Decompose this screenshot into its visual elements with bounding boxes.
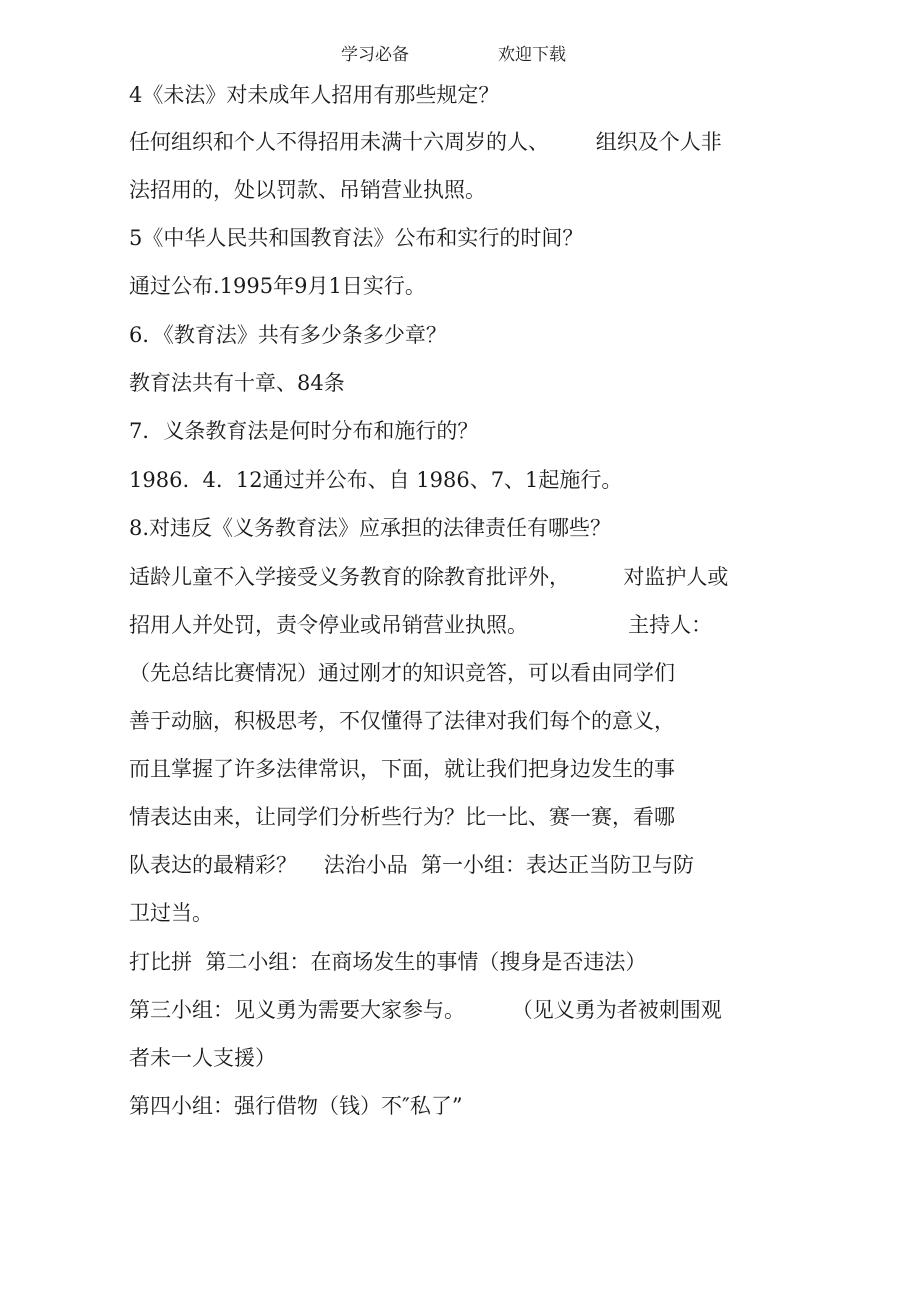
answer-4-line-1: 任何组织和个人不得招用未满十六周岁的人、 组织及个人非 <box>129 130 722 154</box>
answer-4-line-2: 法招用的，处以罚款、吊销营业执照。 <box>129 178 486 202</box>
host-speech-line-2: 善于动脑，积极思考，不仅懂得了法律对我们每个的意义， <box>129 709 675 733</box>
page-header <box>0 40 920 64</box>
host-speech-line-1: （先总结比赛情况）通过刚才的知识竞答，可以看由同学们 <box>129 661 675 685</box>
question-4: 4《未法》对未成年人招用有那些规定？ <box>129 83 500 107</box>
answer-8-line-1: 适龄儿童不入学接受义务教育的除教育批评外， 对监护人或 <box>129 565 729 589</box>
answer-8-line-2: 招用人并处罚，责令停业或吊销营业执照。 主持人： <box>129 613 713 637</box>
question-5: 5《中华人民共和国教育法》公布和实行的时间？ <box>129 226 584 250</box>
answer-5: 通过公布.1995年9月1日实行。 <box>129 274 426 298</box>
host-speech-line-5: 队表达的最精彩？ 法治小品 第一小组：表达正当防卫与防 <box>129 853 695 877</box>
header-left-text: 学习必备 <box>341 45 409 65</box>
host-speech-line-6: 卫过当。 <box>129 901 213 925</box>
group-3-line-1: 第三小组：见义勇为需要大家参与。 （见义勇为者被刺围观 <box>129 998 722 1022</box>
answer-6: 教育法共有十章、84条 <box>129 371 345 395</box>
answer-7: 1986. 4. 12通过并公布、自 1986、7、1起施行。 <box>129 468 623 492</box>
question-6: 6．《教育法》共有多少条多少章？ <box>129 323 447 347</box>
host-speech-line-3: 而且掌握了许多法律常识，下面，就让我们把身边发生的事 <box>129 757 675 781</box>
question-8: 8.对违反《义务教育法》应承担的法律责任有哪些？ <box>129 516 612 540</box>
host-speech-line-4: 情表达由来，让同学们分析些行为？比一比、赛一赛，看哪 <box>129 805 675 829</box>
group-2-line: 打比拼 第二小组：在商场发生的事情（搜身是否违法） <box>129 950 647 974</box>
header-right-text: 欢迎下载 <box>498 45 566 65</box>
group-3-line-2: 者未一人支援） <box>129 1046 276 1070</box>
group-4-line: 第四小组：强行借物（钱）不″私了” <box>129 1094 463 1118</box>
question-7: 7．义条教育法是何时分布和施行的？ <box>129 419 479 443</box>
